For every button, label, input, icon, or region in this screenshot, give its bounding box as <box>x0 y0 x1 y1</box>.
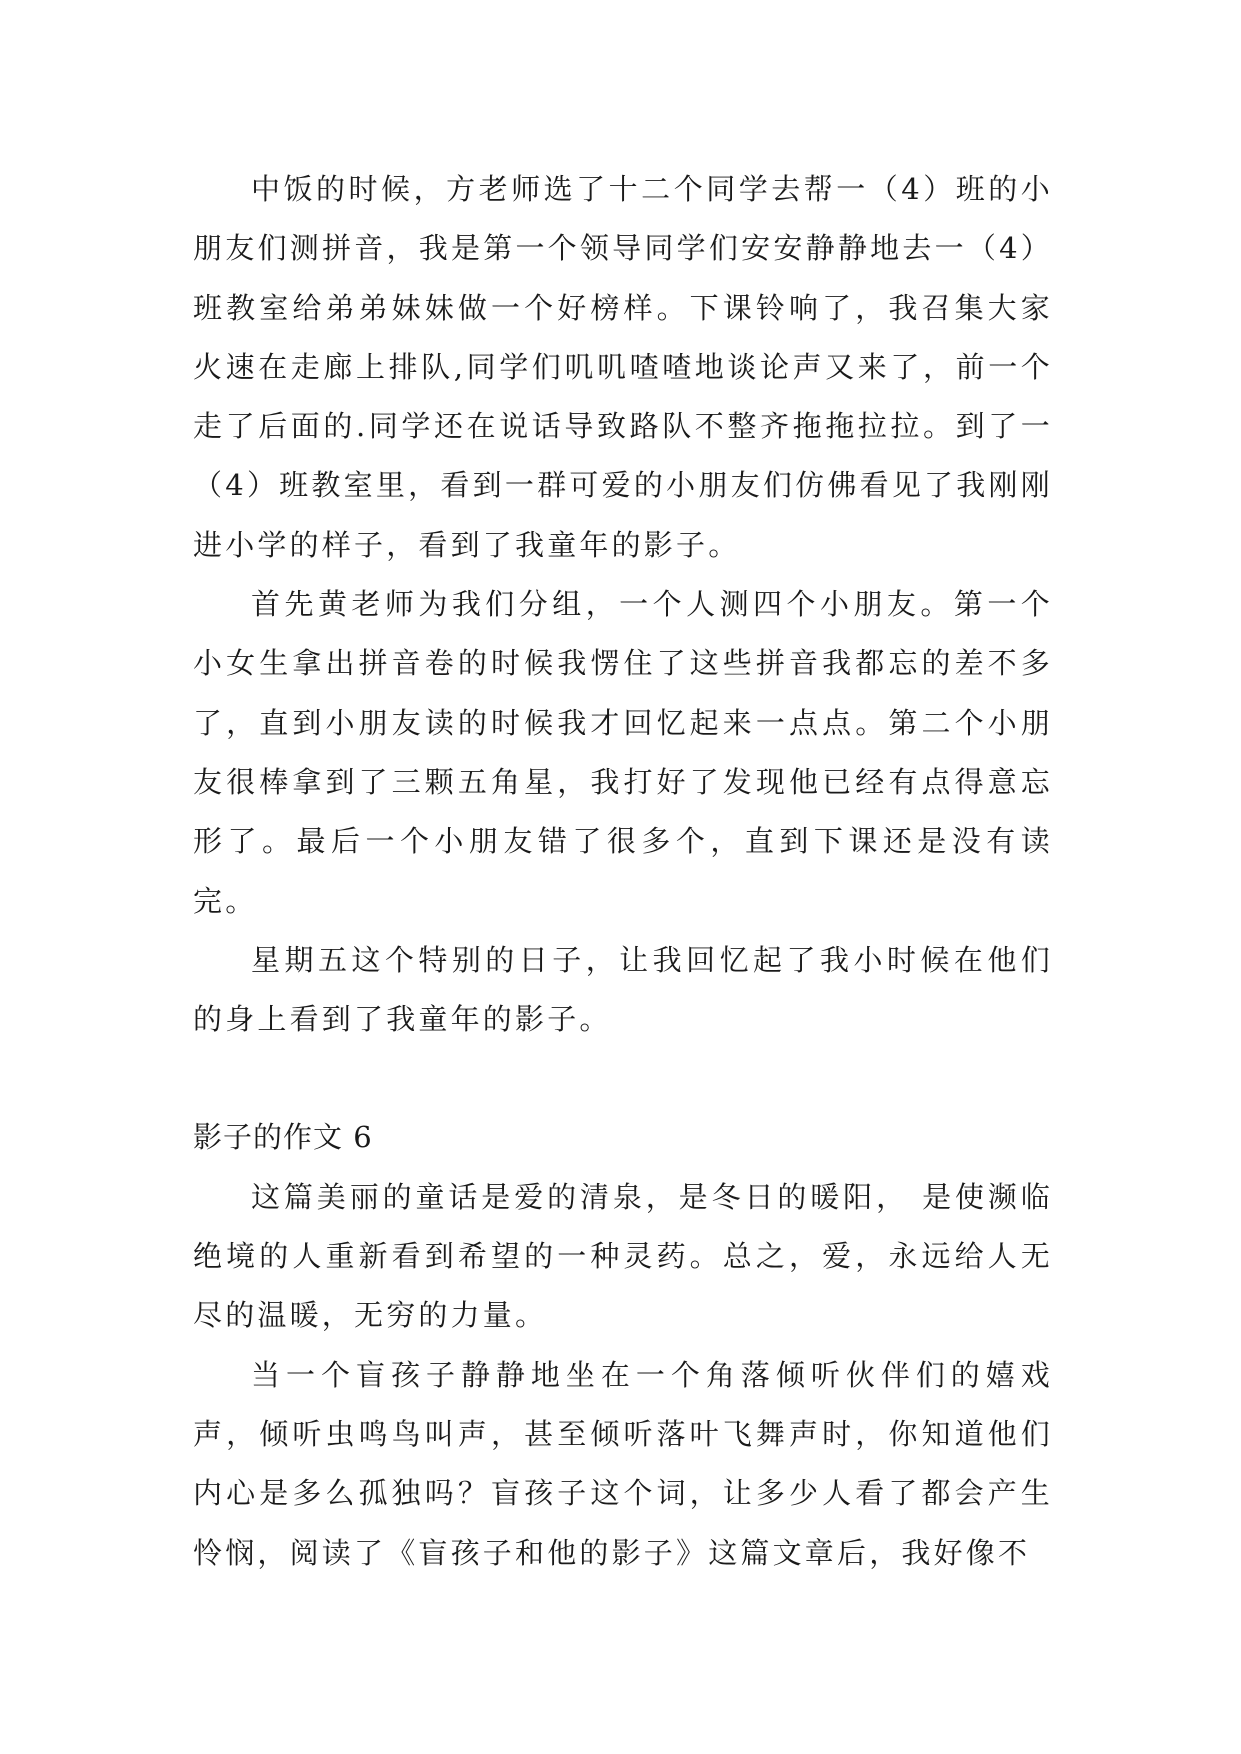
section-gap <box>193 1049 1053 1108</box>
paragraph-lunch-pinyin-test: 中饭的时候，方老师选了十二个同学去帮一（4）班的小朋友们测拼音，我是第一个领导同学们安安静静地去一（4）班教室给弟弟妹妹做一个好榜样。下课铃响了，我召集大家火速在走廊上排队,同学们叽叽喳喳地谈论声又来了，前一个走了后面的.同学还在说话导致路队不整齐拖拖拉拉。到了一（4）班教室里，看到一群可爱的小朋友们仿佛看见了我刚刚进小学的样子，看到了我童年的影子。 <box>193 172 1053 562</box>
paragraph-fairy-tale-love: 这篇美丽的童话是爱的清泉，是冬日的暖阳， 是使濒临绝境的人重新看到希望的一种灵药。总之，爱，永远给人无尽的温暖，无穷的力量。 <box>193 1179 1053 1333</box>
paragraph-friday-memory: 星期五这个特别的日子，让我回忆起了我小时候在他们的身上看到了我童年的影子。 <box>193 942 1053 1037</box>
paragraph-blind-child: 当一个盲孩子静静地坐在一个角落倾听伙伴们的嬉戏声，倾听虫鸣鸟叫声，甚至倾听落叶飞舞声时，你知道他们内心是多么孤独吗？盲孩子这个词，让多少人看了都会产生怜悯，阅读了《盲孩子和他的影子》这篇文章后，我好像不 <box>193 1357 1053 1570</box>
section-heading: 影子的作文 6 <box>193 1120 373 1155</box>
document-page <box>193 160 1053 1583</box>
paragraph-grouping: 首先黄老师为我们分组，一个人测四个小朋友。第一个小女生拿出拼音卷的时候我愣住了这些拼音我都忘的差不多了，直到小朋友读的时候我才回忆起来一点点。第二个小朋友很棒拿到了三颗五角星，我打好了发现他已经有点得意忘形了。最后一个小朋友错了很多个，直到下课还是没有读完。 <box>193 587 1053 918</box>
